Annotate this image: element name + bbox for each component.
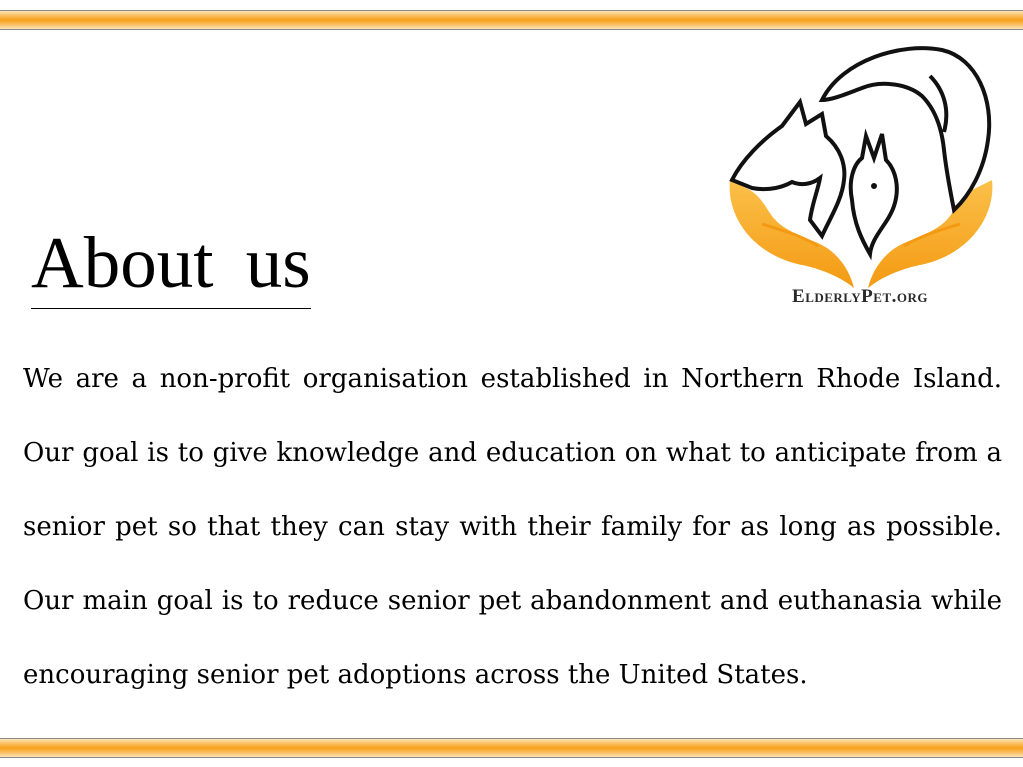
slide-title: About us [31,218,311,309]
bottom-orange-stripe [0,738,1023,758]
dog-outline [822,48,989,210]
rabbit-outline [851,134,897,254]
about-paragraph: We are a non-profit organisation established in Northern Rhode Island. Our goal is to give knowledge and education on what to anticipate from a senior pet so that they can stay with their family for as long as possible. Our main goal is to reduce senior pet abandonment and euthanasia while encouraging senior pet adoptions across the United States. [23,364,1002,690]
top-orange-stripe [0,10,1023,30]
elderly-pet-logo [722,40,998,316]
logo-wordmark: ElderlyPet.org [792,286,928,307]
